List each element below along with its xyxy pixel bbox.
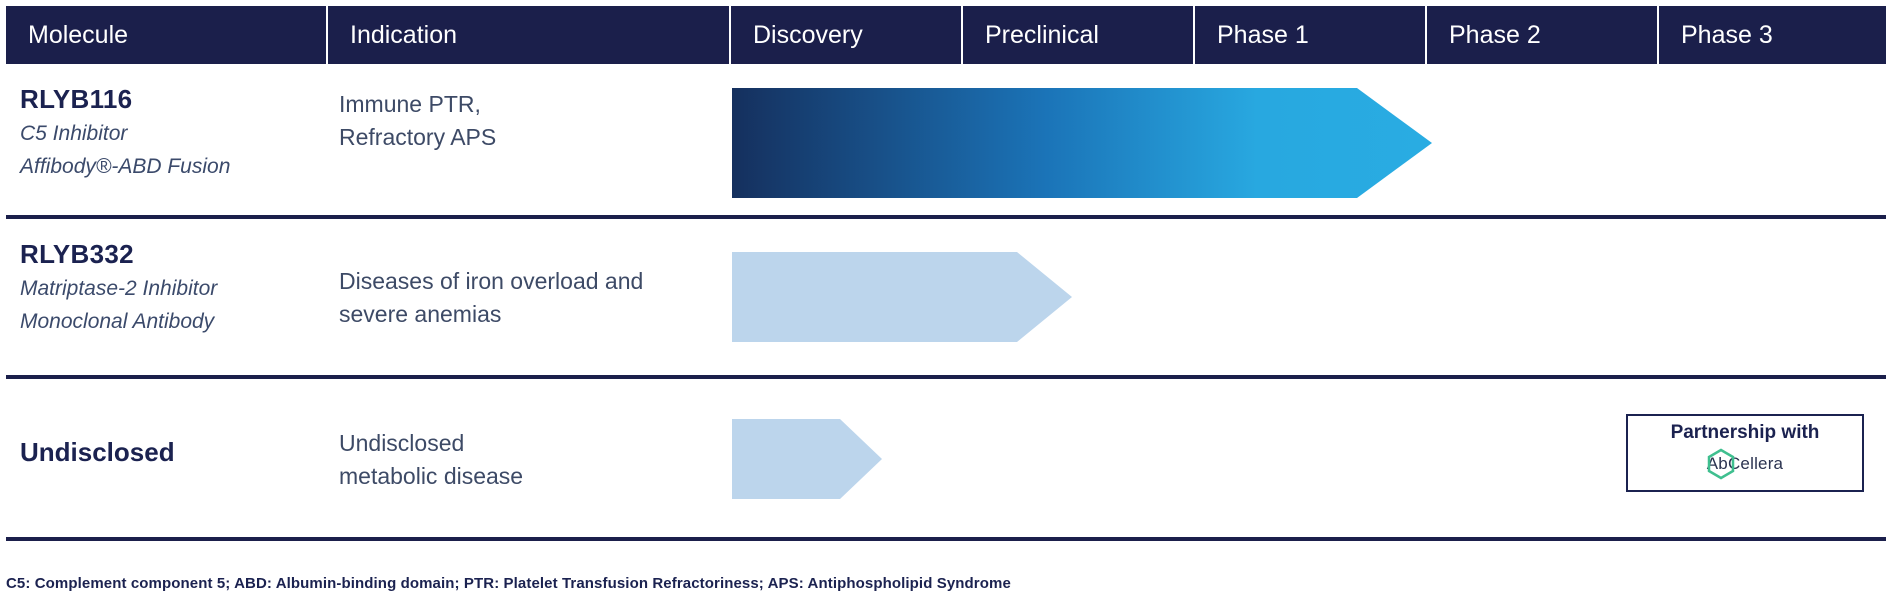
table-row bbox=[6, 64, 1886, 219]
progress-arrow-rlyb332 bbox=[732, 252, 1072, 342]
indication-cell bbox=[339, 88, 729, 153]
indication-line-2: Refractory APS bbox=[339, 123, 497, 150]
indication-line-2: metabolic disease bbox=[339, 462, 524, 489]
column-header-preclinical: Preclinical bbox=[963, 6, 1195, 64]
indication-line-1: Undisclosed bbox=[339, 430, 465, 456]
molecule-name: Undisclosed bbox=[20, 437, 175, 467]
pipeline-header-row bbox=[6, 6, 1886, 64]
partner-logo-text: AbCellera bbox=[1706, 454, 1784, 473]
molecule-cell bbox=[20, 84, 330, 182]
table-row bbox=[6, 379, 1886, 541]
molecule-name: RLYB116 bbox=[20, 84, 133, 114]
molecule-subline-2: Affibody®-ABD Fusion bbox=[20, 155, 231, 179]
table-row bbox=[6, 219, 1886, 379]
hexagon-icon bbox=[1706, 448, 1736, 480]
molecule-subline-1: C5 Inhibitor bbox=[20, 122, 128, 145]
progress-arrow-rlyb116 bbox=[732, 88, 1432, 198]
indication-cell bbox=[339, 265, 729, 330]
column-header-molecule: Molecule bbox=[6, 6, 328, 64]
column-header-discovery: Discovery bbox=[731, 6, 963, 64]
molecule-subline-2: Monoclonal Antibody bbox=[20, 310, 215, 334]
partnership-callout bbox=[1626, 414, 1864, 492]
molecule-cell bbox=[20, 239, 330, 337]
footnote: C5: Complement component 5; ABD: Albumin-binding domain; PTR: Platelet Transfusion Refractoriness; APS: Antiphospholipid Syndrome bbox=[6, 575, 1011, 592]
progress-bar-area bbox=[732, 219, 1886, 375]
molecule-subline-1: Matriptase-2 Inhibitor bbox=[20, 277, 218, 300]
column-header-indication: Indication bbox=[328, 6, 731, 64]
progress-arrow-undisclosed bbox=[732, 419, 882, 499]
partner-logo bbox=[1628, 446, 1862, 480]
partnership-title: Partnership with bbox=[1670, 422, 1820, 443]
progress-bar-area bbox=[732, 64, 1886, 215]
indication-line-1: Immune PTR, bbox=[339, 91, 481, 117]
indication-line-1: Diseases of iron overload and bbox=[339, 268, 644, 294]
indication-line-2: severe anemias bbox=[339, 300, 502, 327]
column-header-phase-2: Phase 2 bbox=[1427, 6, 1659, 64]
column-header-phase-3: Phase 3 bbox=[1681, 20, 1773, 49]
column-header-phase-1: Phase 1 bbox=[1195, 6, 1427, 64]
indication-cell bbox=[339, 427, 729, 492]
molecule-name: RLYB332 bbox=[20, 239, 134, 269]
